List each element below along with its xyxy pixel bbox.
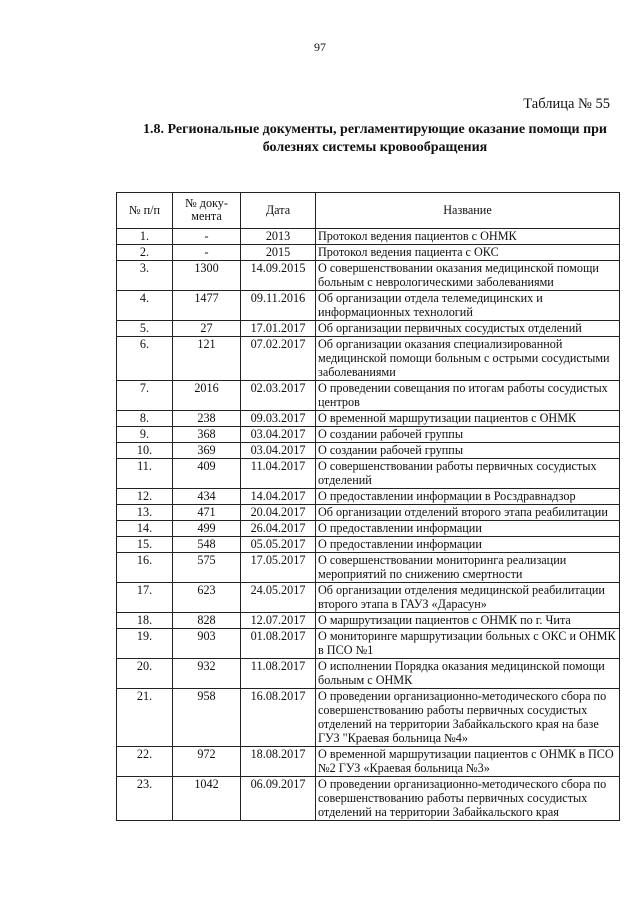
table-row — [117, 747, 620, 777]
cell-document: 1477 — [173, 291, 241, 321]
cell-document: - — [173, 229, 241, 245]
table-row — [117, 427, 620, 443]
table-row — [117, 613, 620, 629]
cell-number: 13. — [117, 505, 173, 521]
table-row — [117, 261, 620, 291]
cell-date: 24.05.2017 — [241, 583, 316, 613]
cell-title: О совершенствовании работы первичных сосудистых отделений — [316, 459, 620, 489]
cell-number: 9. — [117, 427, 173, 443]
table-row — [117, 459, 620, 489]
table-row — [117, 291, 620, 321]
cell-document: 121 — [173, 337, 241, 381]
cell-date: 16.08.2017 — [241, 689, 316, 747]
cell-date: 11.08.2017 — [241, 659, 316, 689]
cell-number: 10. — [117, 443, 173, 459]
cell-document: 575 — [173, 553, 241, 583]
cell-document: 958 — [173, 689, 241, 747]
cell-title: О временной маршрутизации пациентов с ОНМК в ПСО №2 ГУЗ «Краевая больница №3» — [316, 747, 620, 777]
cell-title: Об организации отделений второго этапа реабилитации — [316, 505, 620, 521]
header-document: № доку-мента — [173, 193, 241, 229]
cell-date: 11.04.2017 — [241, 459, 316, 489]
cell-date: 09.03.2017 — [241, 411, 316, 427]
cell-title: О исполнении Порядка оказания медицинской помощи больным с ОНМК — [316, 659, 620, 689]
cell-number: 2. — [117, 245, 173, 261]
cell-date: 12.07.2017 — [241, 613, 316, 629]
cell-number: 17. — [117, 583, 173, 613]
cell-number: 14. — [117, 521, 173, 537]
cell-document: 623 — [173, 583, 241, 613]
cell-number: 23. — [117, 777, 173, 821]
cell-number: 1. — [117, 229, 173, 245]
cell-number: 20. — [117, 659, 173, 689]
cell-document: 972 — [173, 747, 241, 777]
cell-title: Об организации оказания специализированной медицинской помощи больным с острыми сосудистыми заболеваниями — [316, 337, 620, 381]
cell-number: 16. — [117, 553, 173, 583]
cell-number: 12. — [117, 489, 173, 505]
table-row — [117, 689, 620, 747]
cell-date: 26.04.2017 — [241, 521, 316, 537]
cell-document: 369 — [173, 443, 241, 459]
cell-title: Протокол ведения пациента с ОКС — [316, 245, 620, 261]
cell-date: 09.11.2016 — [241, 291, 316, 321]
table-header-row — [117, 193, 620, 229]
cell-title: Об организации отделения медицинской реабилитации второго этапа в ГАУЗ «Дарасун» — [316, 583, 620, 613]
cell-document: 2016 — [173, 381, 241, 411]
cell-number: 11. — [117, 459, 173, 489]
cell-date: 2013 — [241, 229, 316, 245]
header-date: Дата — [241, 193, 316, 229]
cell-title: О создании рабочей группы — [316, 443, 620, 459]
cell-document: - — [173, 245, 241, 261]
cell-title: О временной маршрутизации пациентов с ОНМК — [316, 411, 620, 427]
cell-title: О маршрутизации пациентов с ОНМК по г. Чита — [316, 613, 620, 629]
cell-title: О проведении организационно-методического сбора по совершенствованию работы первичных сосудистых отделений на территории Забайкальского края на базе ГУЗ "Краевая больница №4» — [316, 689, 620, 747]
cell-title: Об организации первичных сосудистых отделений — [316, 321, 620, 337]
cell-number: 7. — [117, 381, 173, 411]
cell-title: О проведении совещания по итогам работы сосудистых центров — [316, 381, 620, 411]
cell-title: О совершенствовании мониторинга реализации мероприятий по снижению смертности — [316, 553, 620, 583]
cell-document: 932 — [173, 659, 241, 689]
documents-table — [116, 192, 620, 821]
cell-number: 5. — [117, 321, 173, 337]
cell-document: 27 — [173, 321, 241, 337]
cell-number: 4. — [117, 291, 173, 321]
cell-date: 14.09.2015 — [241, 261, 316, 291]
cell-title: О предоставлении информации в Росздравнадзор — [316, 489, 620, 505]
table-row — [117, 553, 620, 583]
cell-document: 434 — [173, 489, 241, 505]
table-row — [117, 629, 620, 659]
cell-title: Об организации отдела телемедицинских и информационных технологий — [316, 291, 620, 321]
cell-document: 903 — [173, 629, 241, 659]
table-label: Таблица № 55 — [523, 96, 610, 112]
cell-document: 1300 — [173, 261, 241, 291]
cell-title: Протокол ведения пациентов с ОНМК — [316, 229, 620, 245]
cell-date: 02.03.2017 — [241, 381, 316, 411]
cell-number: 22. — [117, 747, 173, 777]
table-row — [117, 381, 620, 411]
table-row — [117, 777, 620, 821]
cell-date: 06.09.2017 — [241, 777, 316, 821]
cell-number: 8. — [117, 411, 173, 427]
cell-date: 20.04.2017 — [241, 505, 316, 521]
cell-number: 21. — [117, 689, 173, 747]
cell-document: 499 — [173, 521, 241, 537]
table-row — [117, 411, 620, 427]
table-row — [117, 537, 620, 553]
table-row — [117, 659, 620, 689]
cell-date: 03.04.2017 — [241, 427, 316, 443]
page-number: 97 — [314, 40, 326, 54]
cell-date: 14.04.2017 — [241, 489, 316, 505]
cell-title: О создании рабочей группы — [316, 427, 620, 443]
cell-date: 17.05.2017 — [241, 553, 316, 583]
table-row — [117, 229, 620, 245]
table-row — [117, 583, 620, 613]
cell-number: 6. — [117, 337, 173, 381]
cell-title: О совершенствовании оказания медицинской помощи больным с неврологическими заболеваниями — [316, 261, 620, 291]
cell-date: 01.08.2017 — [241, 629, 316, 659]
table-row — [117, 521, 620, 537]
table-row — [117, 321, 620, 337]
cell-document: 828 — [173, 613, 241, 629]
cell-number: 18. — [117, 613, 173, 629]
table-row — [117, 489, 620, 505]
cell-document: 548 — [173, 537, 241, 553]
section-title: 1.8. Региональные документы, регламентирующие оказание помощи при болезнях системы кровообращения — [143, 122, 607, 155]
cell-date: 07.02.2017 — [241, 337, 316, 381]
cell-document: 471 — [173, 505, 241, 521]
table-row — [117, 443, 620, 459]
table-row — [117, 505, 620, 521]
cell-number: 19. — [117, 629, 173, 659]
cell-document: 238 — [173, 411, 241, 427]
table-row — [117, 337, 620, 381]
cell-date: 05.05.2017 — [241, 537, 316, 553]
cell-title: О проведении организационно-методического сбора по совершенствованию работы первичных сосудистых отделений на территории Забайкальского края — [316, 777, 620, 821]
cell-number: 3. — [117, 261, 173, 291]
cell-title: О мониторинге маршрутизации больных с ОКС и ОНМК в ПСО №1 — [316, 629, 620, 659]
cell-date: 03.04.2017 — [241, 443, 316, 459]
table-row — [117, 245, 620, 261]
cell-document: 409 — [173, 459, 241, 489]
cell-number: 15. — [117, 537, 173, 553]
header-title: Название — [316, 193, 620, 229]
cell-title: О предоставлении информации — [316, 521, 620, 537]
cell-document: 1042 — [173, 777, 241, 821]
cell-title: О предоставлении информации — [316, 537, 620, 553]
cell-date: 18.08.2017 — [241, 747, 316, 777]
cell-date: 17.01.2017 — [241, 321, 316, 337]
cell-document: 368 — [173, 427, 241, 443]
cell-date: 2015 — [241, 245, 316, 261]
header-number: № п/п — [117, 193, 173, 229]
